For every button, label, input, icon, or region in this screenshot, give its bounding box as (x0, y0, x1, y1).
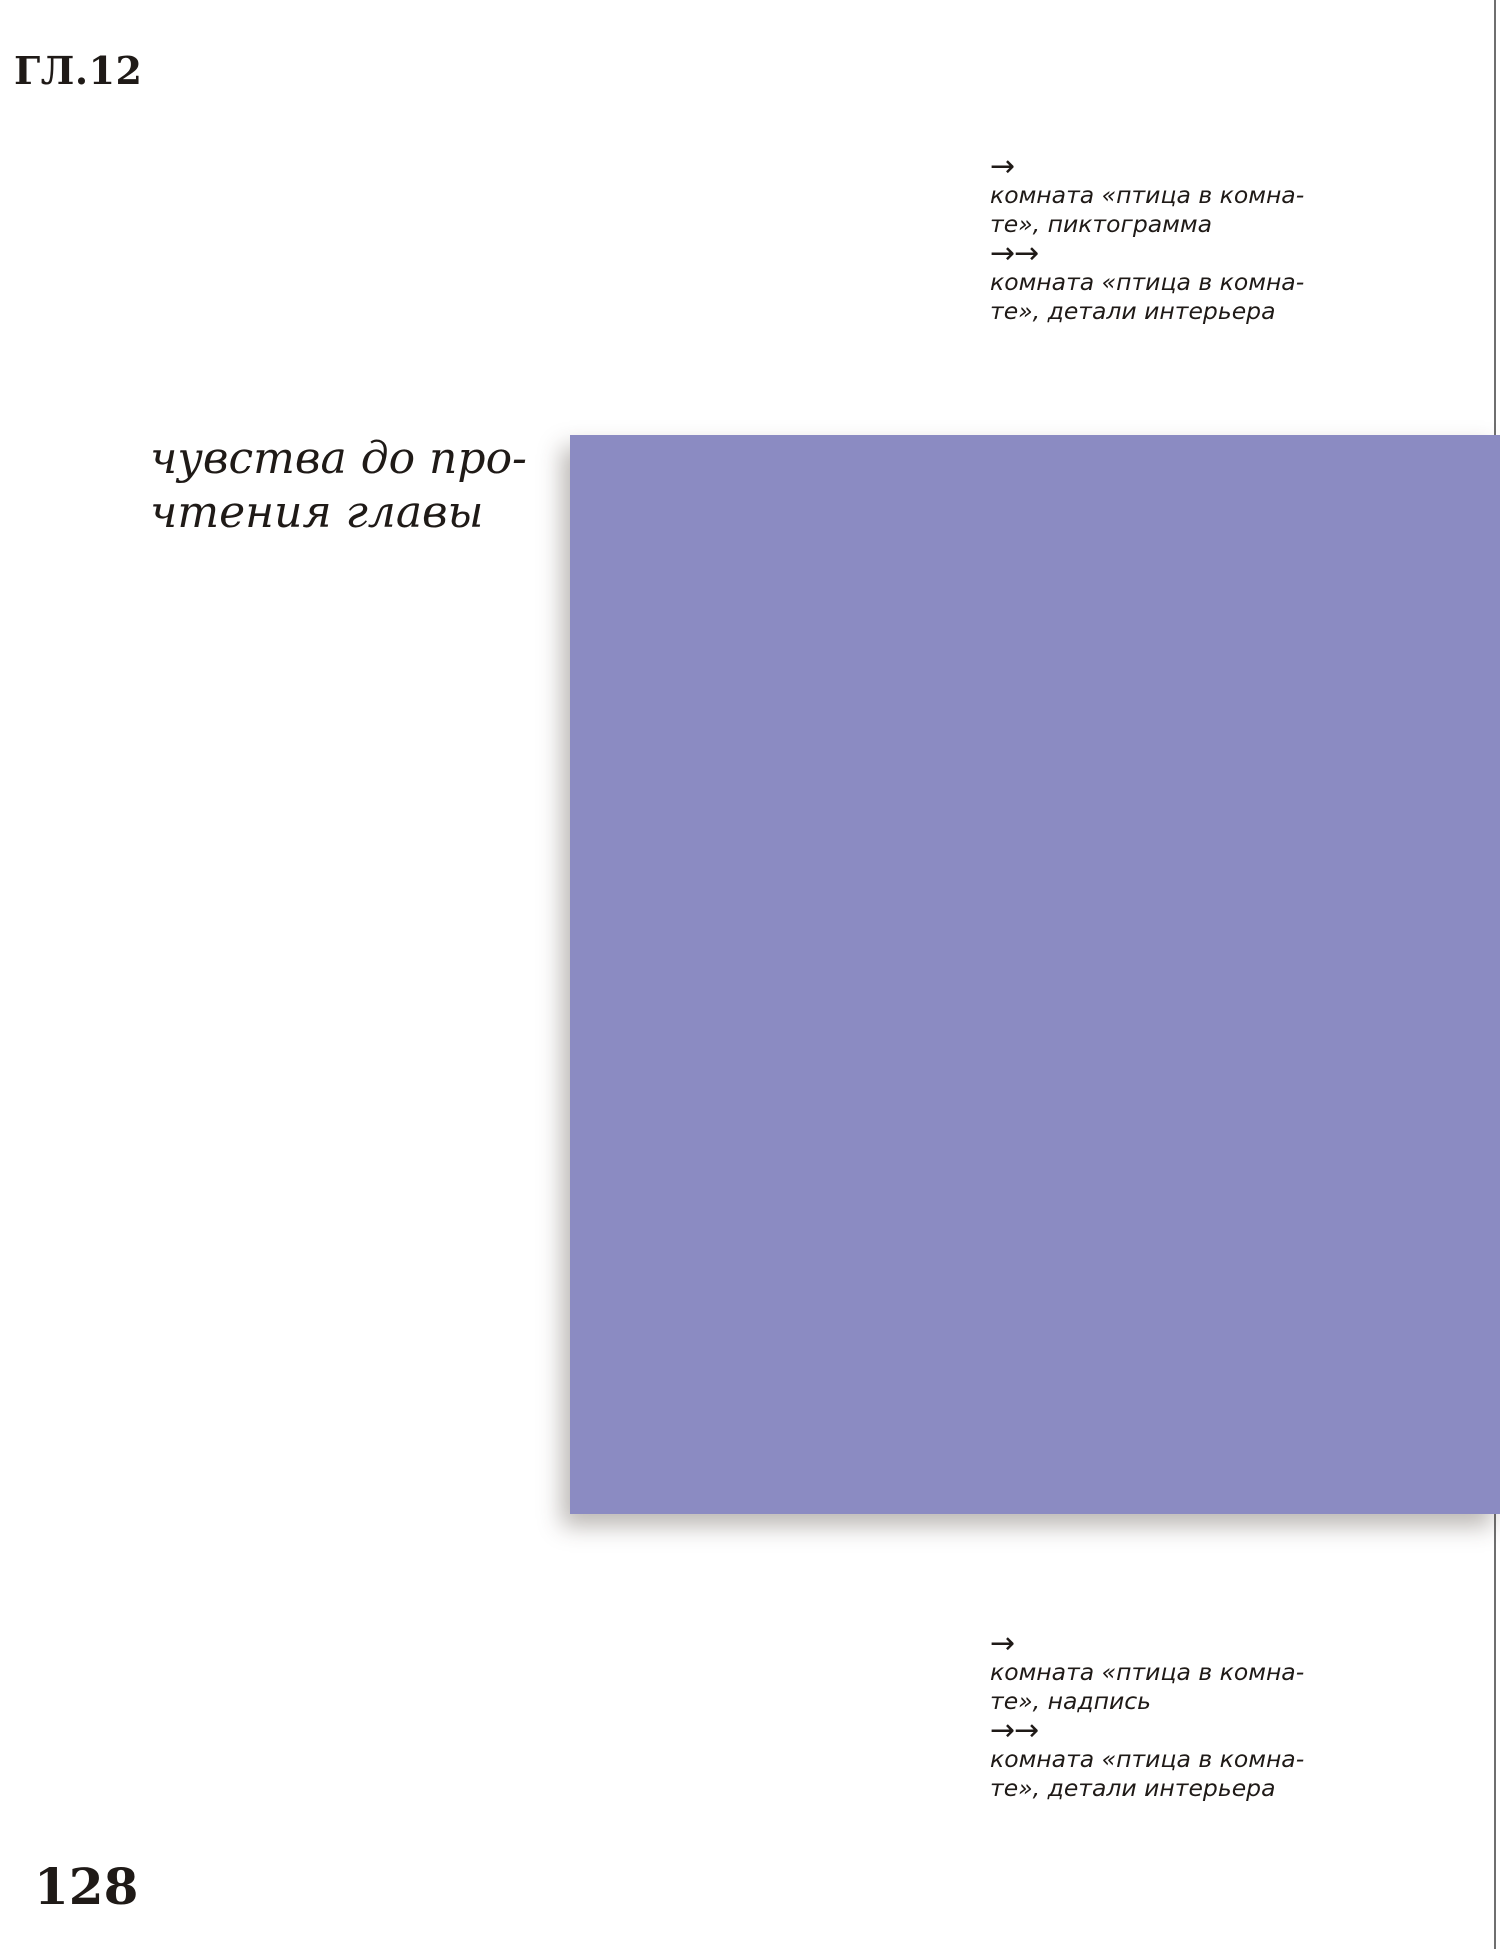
caption-interior-details: комната «птица в комна- те», детали интерьера (990, 1745, 1305, 1802)
caption-block-bottom (990, 1626, 1350, 1803)
feelings-heading: чувства до про- чтения главы (150, 433, 527, 538)
caption-interior-details: комната «птица в комна- те», детали интерьера (990, 268, 1305, 325)
caption-block-top (990, 149, 1350, 326)
caption-inscription: комната «птица в комна- те», надпись (990, 1658, 1305, 1715)
right-arrow-icon: → (990, 1626, 1015, 1661)
caption-pictogram: комната «птица в комна- те», пиктограмма (990, 181, 1305, 238)
page-number: 128 (34, 1857, 139, 1916)
double-right-arrow-icon: →→ (990, 236, 1039, 271)
feelings-color-square (570, 435, 1500, 1514)
right-arrow-icon: → (990, 149, 1015, 184)
double-right-arrow-icon: →→ (990, 1713, 1039, 1748)
chapter-label: ГЛ.12 (14, 48, 143, 93)
